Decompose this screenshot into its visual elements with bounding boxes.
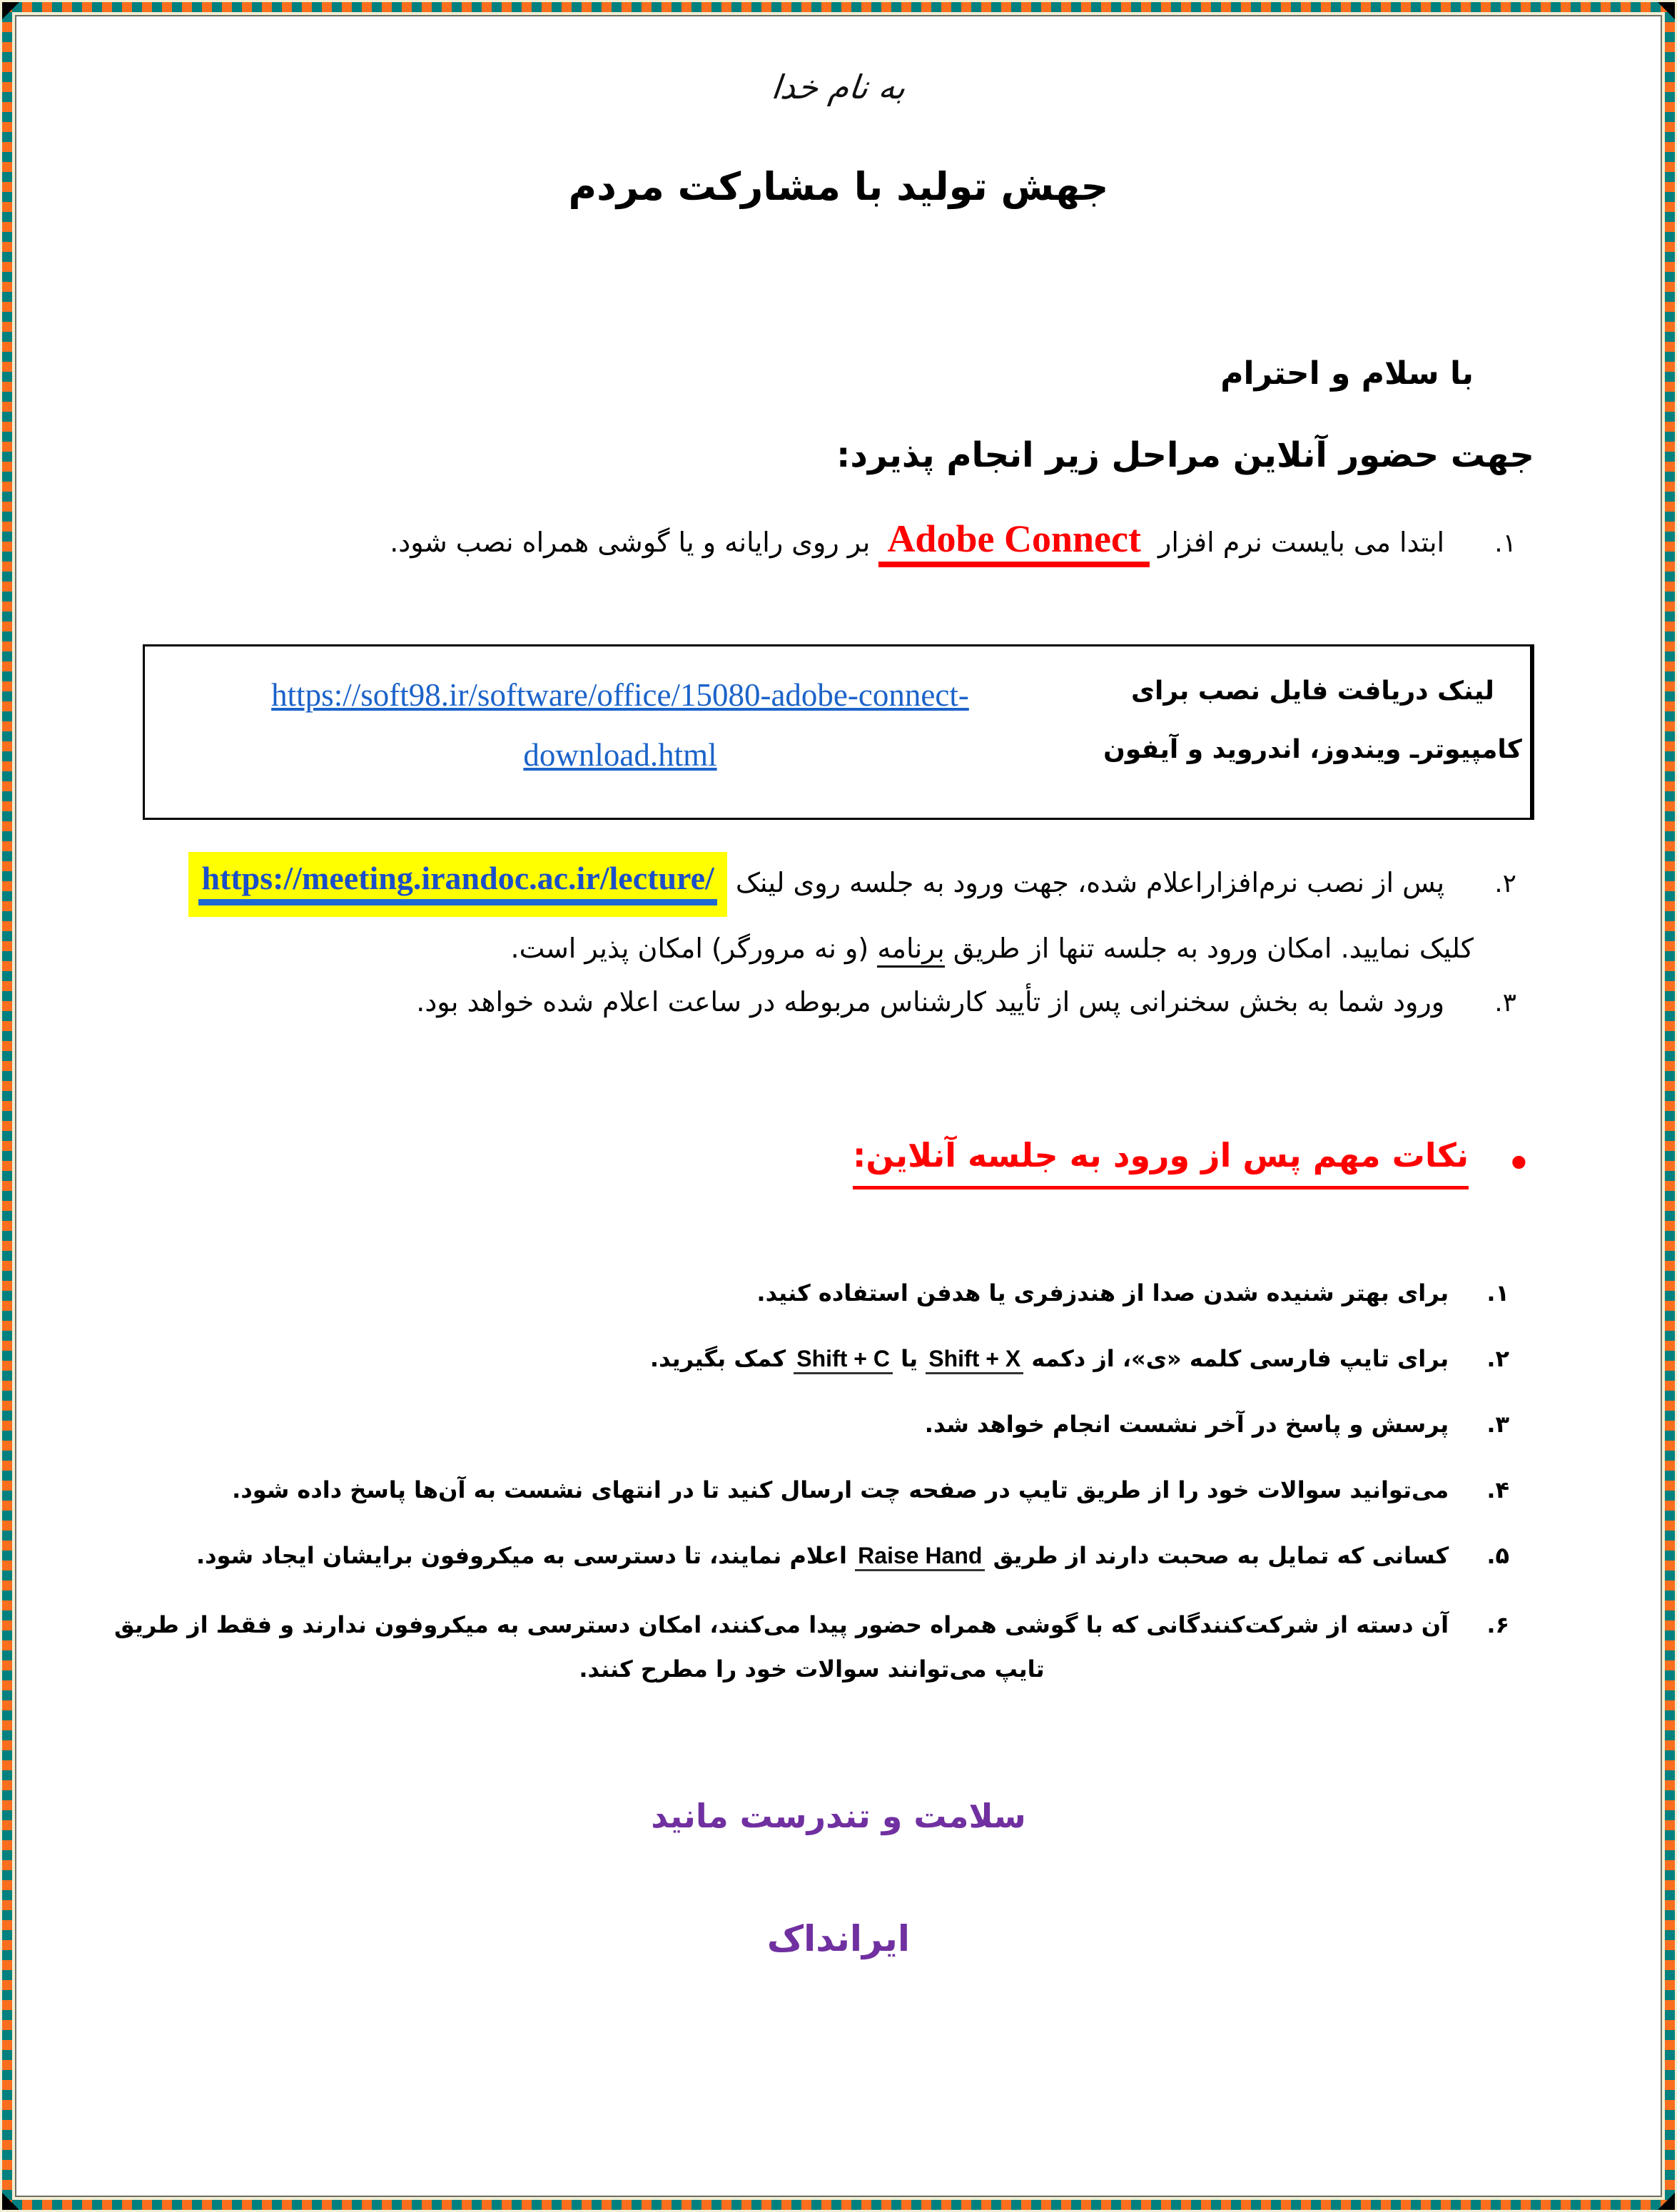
frame-stripe-top [2, 2, 1675, 12]
meeting-link-highlight[interactable] [188, 852, 726, 917]
note-item-4 [114, 1471, 1509, 1508]
note-number: ۲. [1486, 1345, 1509, 1372]
bismillah-calligraphy: به نام خدا [769, 68, 908, 106]
step-item-2 [188, 852, 1516, 917]
step1-text-pre: ابتدا می بایست نرم افزار [1158, 527, 1445, 558]
frame-stripe-left [2, 2, 12, 2210]
frame-stripe-bottom [2, 2200, 1675, 2210]
step2-line2-a: کلیک نمایید. امکان ورود به جلسه تنها از طریق [953, 933, 1474, 964]
step-number: ۱. [1494, 529, 1516, 558]
note-number: ۶. [1486, 1611, 1510, 1638]
closing-signature: ایرانداک [766, 1918, 911, 1959]
note-number: ۴. [1486, 1476, 1509, 1503]
closing-wish: سلامت و تندرست مانید [651, 1797, 1026, 1835]
note-text: برای تایپ فارسی کلمه «ی»، از دکمه [1031, 1345, 1449, 1372]
table-cell-label [1095, 646, 1532, 818]
note-text: اعلام نمایند، تا دسترسی به میکروفون برایشان ایجاد شود. [196, 1542, 848, 1569]
shortcut-shift-c: Shift + C [794, 1346, 893, 1374]
greeting-line: با سلام و احترام [1220, 355, 1474, 392]
note-text: برای بهتر شنیده شدن صدا از هندزفری یا هدفن استفاده کنید. [756, 1279, 1449, 1307]
note-number: ۱. [1486, 1279, 1509, 1307]
step2-underlined-word: برنامه [877, 933, 944, 968]
notes-heading [853, 1136, 1531, 1185]
note-text: یا [901, 1345, 918, 1372]
table-label-line1: لینک دریافت فایل نصب برای [1131, 676, 1494, 706]
note-text: آن دسته از شرکت‌کنندگانی که با گوشی همراه حضور پیدا می‌کنند، امکان دسترسی به میکروفون ندارند و فقط از طریق تایپ می‌توانند سوالات خود را مطرح کنند. [114, 1611, 1449, 1683]
note-item-1 [114, 1274, 1509, 1312]
shortcut-shift-x: Shift + X [926, 1346, 1023, 1374]
note-number: ۳. [1486, 1411, 1509, 1438]
note-number: ۵. [1486, 1542, 1509, 1569]
note-text: کسانی که تمایل به صحبت دارند از طریق [993, 1542, 1449, 1569]
notes-list [114, 1274, 1509, 1720]
table-label-line2: کامپیوترـ ویندوز، اندروید و آیفون [1103, 735, 1522, 764]
step1-text-post: بر روی رایانه و یا گوشی همراه نصب شود. [390, 527, 871, 558]
step-number: ۳. [1494, 988, 1516, 1018]
raise-hand-label: Raise Hand [855, 1543, 985, 1571]
notes-heading-text: نکات مهم پس از ورود به جلسه آنلاین: [853, 1136, 1469, 1189]
soft98-link-line2[interactable]: download.html [523, 737, 717, 773]
bullet-icon: • [1506, 1142, 1531, 1185]
page-title: جهش تولید با مشارکت مردم [568, 164, 1109, 209]
note-item-6 [114, 1603, 1509, 1691]
frame-corner-icon [2, 2193, 19, 2210]
step2-text-pre: پس از نصب نرم‌افزاراعلام شده، جهت ورود به جلسه روی لینک [735, 867, 1445, 898]
intro-line: جهت حضور آنلاین مراحل زیر انجام پذیرد: [836, 435, 1534, 475]
note-text: می‌توانید سوالات خود را از طریق تایپ در صفحه چت ارسال کنید تا در انتهای نشست به آن‌ها پاسخ داده شود. [232, 1476, 1449, 1503]
step-item-3 [416, 986, 1516, 1018]
step-number: ۲. [1494, 869, 1516, 898]
frame-corner-icon [1658, 2, 1675, 19]
download-link-table [143, 644, 1534, 820]
note-item-5 [114, 1537, 1509, 1574]
page-content-area [15, 15, 1662, 2197]
note-text: پرسش و پاسخ در آخر نشست انجام خواهد شد. [924, 1411, 1449, 1438]
soft98-link-line1[interactable]: https://soft98.ir/software/office/15080-adobe-connect- [271, 677, 969, 713]
table-cell-download-link [145, 646, 1095, 818]
note-item-3 [114, 1406, 1509, 1443]
frame-stripe-right [1665, 2, 1675, 2210]
frame-corner-icon [1658, 2193, 1675, 2210]
step-item-2-continued [511, 933, 1474, 964]
note-item-2 [114, 1340, 1509, 1377]
step3-text: ورود شما به بخش سخنرانی پس از تأیید کارشناس مربوطه در ساعت اعلام شده خواهد بود. [416, 986, 1445, 1018]
adobe-connect-link[interactable]: Adobe Connect [878, 517, 1150, 567]
meeting-link[interactable]: https://meeting.irandoc.ac.ir/lecture/ [198, 862, 716, 905]
frame-corner-icon [2, 2, 19, 19]
step2-line2-b: (و نه مرورگر) امکان پذیر است. [510, 933, 869, 964]
step-item-1 [390, 517, 1516, 561]
note-text: کمک بگیرید. [649, 1345, 786, 1372]
